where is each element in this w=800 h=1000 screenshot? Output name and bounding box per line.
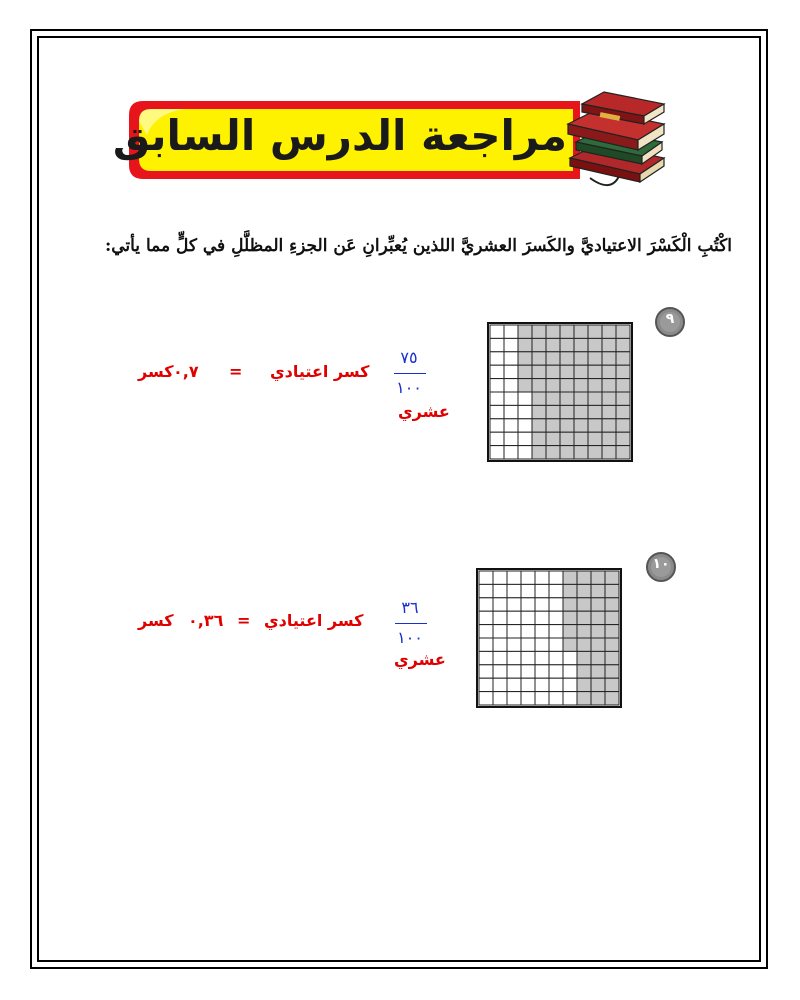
grid-cell xyxy=(549,692,563,705)
grid-cell-shaded xyxy=(605,692,619,705)
grid-cell xyxy=(490,352,504,365)
grid-cell-shaded xyxy=(577,638,591,651)
grid-cell-shaded xyxy=(518,325,532,338)
grid-cell xyxy=(521,625,535,638)
grid-cell-shaded xyxy=(591,611,605,624)
label-decimal-part2: عشري xyxy=(398,402,450,421)
grid-cell xyxy=(504,352,518,365)
fraction-bar xyxy=(395,623,427,624)
grid-cell-shaded xyxy=(532,365,546,378)
grid-cell-shaded xyxy=(602,419,616,432)
grid-cell-shaded xyxy=(560,419,574,432)
grid-cell-shaded xyxy=(602,432,616,445)
grid-cell xyxy=(490,379,504,392)
hundred-grid xyxy=(487,322,633,462)
grid-cell xyxy=(479,678,493,691)
grid-cell xyxy=(490,405,504,418)
grid-cell-shaded xyxy=(574,419,588,432)
grid-cell xyxy=(518,392,532,405)
grid-cell-shaded xyxy=(588,365,602,378)
grid-cell xyxy=(521,611,535,624)
grid-cell-shaded xyxy=(560,432,574,445)
grid-cell-shaded xyxy=(546,365,560,378)
grid-cell xyxy=(479,692,493,705)
grid-cell-shaded xyxy=(602,446,616,459)
grid-cell-shaded xyxy=(546,379,560,392)
label-decimal-part1: كسر xyxy=(138,362,174,381)
grid-cell xyxy=(518,405,532,418)
grid-cell-shaded xyxy=(532,405,546,418)
grid-cell xyxy=(521,584,535,597)
grid-cell-shaded xyxy=(605,665,619,678)
grid-cell xyxy=(490,338,504,351)
grid-cell xyxy=(549,665,563,678)
grid-cell xyxy=(507,678,521,691)
grid-cell xyxy=(549,598,563,611)
grid-cell xyxy=(507,651,521,664)
grid-cell-shaded xyxy=(574,432,588,445)
grid-cell-shaded xyxy=(574,365,588,378)
grid-cell xyxy=(521,638,535,651)
grid-cell-shaded xyxy=(605,571,619,584)
grid-cell-shaded xyxy=(605,598,619,611)
grid-cell-shaded xyxy=(574,338,588,351)
grid-cell xyxy=(549,625,563,638)
grid-cell xyxy=(479,665,493,678)
grid-cell xyxy=(549,584,563,597)
grid-cell xyxy=(535,692,549,705)
grid-cell xyxy=(493,692,507,705)
grid-cell-shaded xyxy=(588,352,602,365)
grid-cell xyxy=(507,598,521,611)
grid-cell-shaded xyxy=(577,625,591,638)
grid-cell xyxy=(521,571,535,584)
grid-cell xyxy=(504,419,518,432)
grid-cell-shaded xyxy=(532,392,546,405)
fraction-bar xyxy=(394,373,426,374)
grid-cell-shaded xyxy=(518,379,532,392)
grid-cell xyxy=(490,325,504,338)
grid-cell-shaded xyxy=(577,584,591,597)
grid-cell xyxy=(507,571,521,584)
grid-cell-shaded xyxy=(616,432,630,445)
grid-cell-shaded xyxy=(532,379,546,392)
grid-cell-shaded xyxy=(591,665,605,678)
grid-cell xyxy=(504,365,518,378)
grid-cell xyxy=(507,584,521,597)
grid-cell-shaded xyxy=(560,325,574,338)
grid-cell xyxy=(493,571,507,584)
grid-cell xyxy=(479,598,493,611)
grid-cell-shaded xyxy=(546,446,560,459)
grid-cell-shaded xyxy=(574,352,588,365)
grid-cell-shaded xyxy=(602,365,616,378)
grid-cell-shaded xyxy=(518,338,532,351)
question-number: ٩ xyxy=(665,311,675,327)
grid-cell xyxy=(521,651,535,664)
grid-cell-shaded xyxy=(546,405,560,418)
lesson-review-banner xyxy=(112,95,595,185)
grid-cell-shaded xyxy=(518,352,532,365)
grid-cell xyxy=(504,379,518,392)
grid-cell xyxy=(493,638,507,651)
grid-cell-shaded xyxy=(577,651,591,664)
grid-cell-shaded xyxy=(560,379,574,392)
grid-cell-shaded xyxy=(518,365,532,378)
grid-cell xyxy=(507,665,521,678)
grid-cell xyxy=(493,598,507,611)
grid-cell xyxy=(549,571,563,584)
equals-sign: = xyxy=(237,611,251,630)
grid-cell-shaded xyxy=(588,325,602,338)
grid-cell-shaded xyxy=(546,325,560,338)
grid-cell xyxy=(535,678,549,691)
grid-cell-shaded xyxy=(616,365,630,378)
grid-cell-shaded xyxy=(605,651,619,664)
grid-cell-shaded xyxy=(602,392,616,405)
grid-cell xyxy=(535,611,549,624)
grid-cell xyxy=(507,692,521,705)
grid-cell xyxy=(535,665,549,678)
grid-cell-shaded xyxy=(591,651,605,664)
grid-cell-shaded xyxy=(560,392,574,405)
grid-cell xyxy=(535,651,549,664)
grid-cell-shaded xyxy=(605,611,619,624)
grid-cell-shaded xyxy=(577,665,591,678)
grid-cell-shaded xyxy=(563,584,577,597)
grid-cell-shaded xyxy=(616,405,630,418)
grid-cell-shaded xyxy=(560,405,574,418)
grid-cell-shaded xyxy=(588,405,602,418)
grid-cell-shaded xyxy=(616,352,630,365)
grid-cell-shaded xyxy=(588,392,602,405)
grid-cell xyxy=(518,419,532,432)
grid-cell-shaded xyxy=(532,446,546,459)
grid-cell xyxy=(549,678,563,691)
grid-cell-shaded xyxy=(563,598,577,611)
grid-cell-shaded xyxy=(591,692,605,705)
grid-cell-shaded xyxy=(546,352,560,365)
fraction-denominator: ١٠٠ xyxy=(397,628,423,647)
grid-cell xyxy=(507,625,521,638)
fraction-numerator: ٣٦ xyxy=(401,598,419,617)
fraction-denominator: ١٠٠ xyxy=(396,378,422,397)
grid-cell xyxy=(479,611,493,624)
grid-cell-shaded xyxy=(602,405,616,418)
grid-cell-shaded xyxy=(546,392,560,405)
grid-cell xyxy=(507,638,521,651)
grid-cell xyxy=(549,638,563,651)
grid-cell xyxy=(490,365,504,378)
equals-sign: = xyxy=(229,362,243,381)
grid-cell xyxy=(518,446,532,459)
grid-cell xyxy=(521,665,535,678)
grid-cell xyxy=(518,432,532,445)
grid-cell-shaded xyxy=(532,419,546,432)
label-common-fraction: كسر اعتيادي xyxy=(270,362,370,381)
label-decimal-part2: عشري xyxy=(394,650,446,669)
question-number: ١٠ xyxy=(652,556,670,572)
grid-cell xyxy=(479,651,493,664)
grid-cell-shaded xyxy=(577,611,591,624)
grid-cell-shaded xyxy=(616,446,630,459)
stack-of-books-icon xyxy=(560,86,670,190)
grid-cell-shaded xyxy=(574,446,588,459)
grid-cell-shaded xyxy=(591,678,605,691)
grid-cell xyxy=(493,611,507,624)
grid-cell-shaded xyxy=(577,598,591,611)
grid-cell xyxy=(535,571,549,584)
grid-cell-shaded xyxy=(591,638,605,651)
grid-cell xyxy=(490,419,504,432)
grid-cell xyxy=(521,692,535,705)
grid-cell xyxy=(535,584,549,597)
grid-cell-shaded xyxy=(546,432,560,445)
grid-cell-shaded xyxy=(616,379,630,392)
label-decimal-part1: كسر xyxy=(138,611,174,630)
grid-cell xyxy=(479,638,493,651)
grid-cell-shaded xyxy=(560,365,574,378)
decimal-value: ٠,٧ xyxy=(173,362,199,381)
grid-cell-shaded xyxy=(616,338,630,351)
grid-cell xyxy=(504,432,518,445)
grid-cell xyxy=(493,651,507,664)
grid-cell-shaded xyxy=(602,338,616,351)
grid-cell xyxy=(504,446,518,459)
grid-cell xyxy=(563,692,577,705)
grid-cell xyxy=(507,611,521,624)
grid-cell-shaded xyxy=(577,571,591,584)
grid-cell-shaded xyxy=(563,571,577,584)
grid-cell xyxy=(493,584,507,597)
grid-cell-shaded xyxy=(605,678,619,691)
grid-cell-shaded xyxy=(591,571,605,584)
grid-cell-shaded xyxy=(532,352,546,365)
grid-cell xyxy=(563,665,577,678)
grid-cell-shaded xyxy=(532,338,546,351)
grid-cell-shaded xyxy=(563,638,577,651)
grid-cell xyxy=(504,392,518,405)
grid-cell-shaded xyxy=(577,678,591,691)
grid-cell-shaded xyxy=(563,611,577,624)
fraction-numerator: ٧٥ xyxy=(400,348,418,367)
grid-cell-shaded xyxy=(616,325,630,338)
grid-cell-shaded xyxy=(602,352,616,365)
grid-cell xyxy=(549,611,563,624)
grid-cell-shaded xyxy=(591,598,605,611)
grid-cell-shaded xyxy=(574,379,588,392)
grid-cell-shaded xyxy=(588,419,602,432)
grid-cell-shaded xyxy=(588,379,602,392)
grid-cell xyxy=(479,584,493,597)
grid-cell xyxy=(521,678,535,691)
grid-cell xyxy=(490,392,504,405)
grid-cell xyxy=(549,651,563,664)
grid-cell xyxy=(563,678,577,691)
grid-cell-shaded xyxy=(560,446,574,459)
banner-title: مراجعة الدرس السابق xyxy=(112,111,567,160)
grid-cell xyxy=(493,625,507,638)
grid-cell xyxy=(535,598,549,611)
grid-cell-shaded xyxy=(588,338,602,351)
grid-cell xyxy=(490,446,504,459)
grid-cell-shaded xyxy=(560,352,574,365)
grid-cell-shaded xyxy=(588,446,602,459)
grid-cell xyxy=(490,432,504,445)
grid-cell xyxy=(535,638,549,651)
grid-cell-shaded xyxy=(605,625,619,638)
grid-cell xyxy=(493,665,507,678)
grid-cell-shaded xyxy=(560,338,574,351)
grid-cell xyxy=(504,405,518,418)
grid-cell xyxy=(563,651,577,664)
grid-cell xyxy=(535,625,549,638)
grid-cell-shaded xyxy=(574,405,588,418)
grid-cell-shaded xyxy=(577,692,591,705)
grid-cell-shaded xyxy=(602,379,616,392)
grid-cell-shaded xyxy=(602,325,616,338)
grid-cell xyxy=(493,678,507,691)
grid-cell-shaded xyxy=(588,432,602,445)
grid-cell-shaded xyxy=(591,625,605,638)
grid-cell-shaded xyxy=(532,325,546,338)
grid-cell-shaded xyxy=(616,392,630,405)
grid-cell xyxy=(521,598,535,611)
grid-cell xyxy=(504,338,518,351)
grid-cell-shaded xyxy=(563,625,577,638)
grid-cell-shaded xyxy=(591,584,605,597)
grid-cell xyxy=(504,325,518,338)
grid-cell xyxy=(479,571,493,584)
grid-cell-shaded xyxy=(546,419,560,432)
grid-cell-shaded xyxy=(605,638,619,651)
grid-cell-shaded xyxy=(532,432,546,445)
decimal-value: ٠,٣٦ xyxy=(188,611,224,630)
grid-cell-shaded xyxy=(574,392,588,405)
grid-cell xyxy=(479,625,493,638)
grid-cell-shaded xyxy=(546,338,560,351)
grid-cell-shaded xyxy=(605,584,619,597)
label-common-fraction: كسر اعتيادي xyxy=(264,611,364,630)
hundred-grid xyxy=(476,568,622,708)
grid-cell-shaded xyxy=(574,325,588,338)
instruction-text: اكْتُبِ الْكَسْرَ الاعتياديَّ والكَسرَ العشريَّ اللذين يُعبِّرانِ عَن الجزءِ المظلَّلِ في كلٍّ مما يأتي: xyxy=(104,236,732,256)
grid-cell-shaded xyxy=(616,419,630,432)
